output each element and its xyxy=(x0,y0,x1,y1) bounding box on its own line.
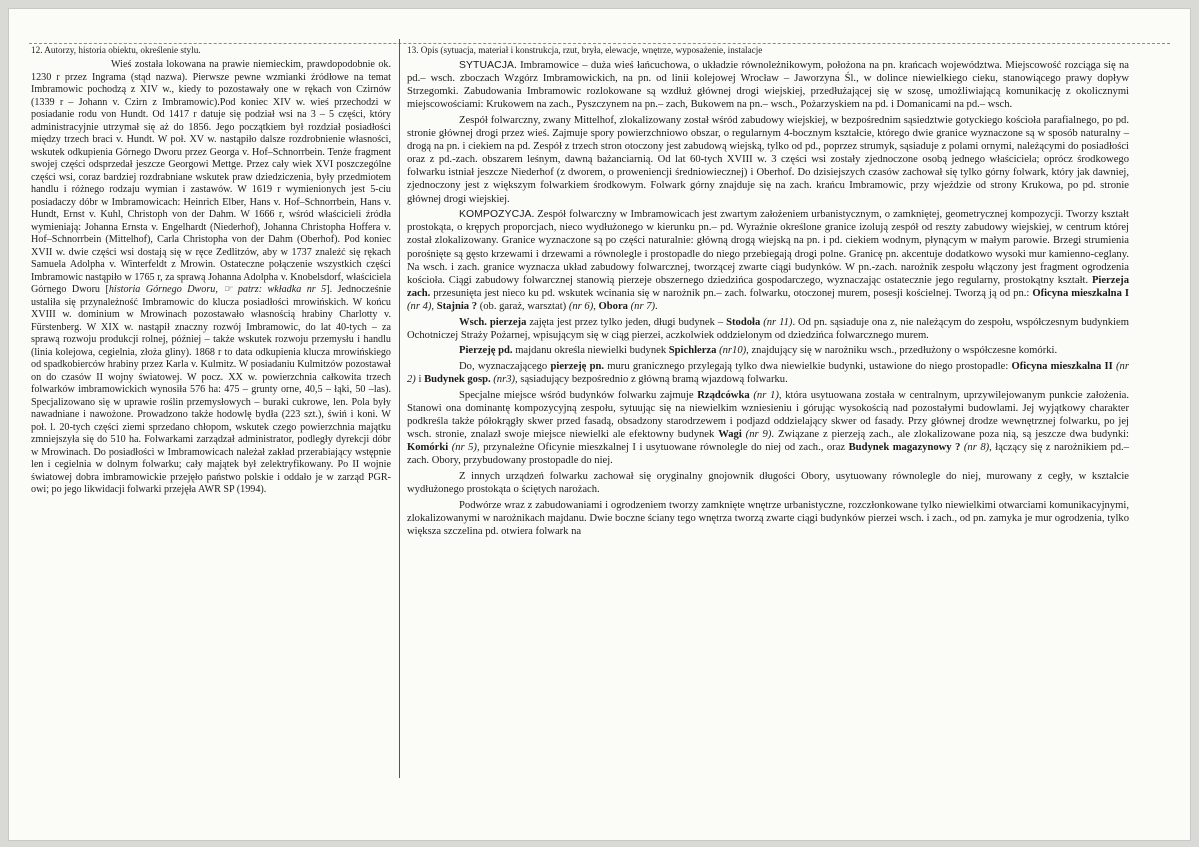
kompozycja-sep-2: , xyxy=(593,300,599,312)
history-reference: historia Górnego Dworu, ☞ patrz: wkładka nr 5 xyxy=(108,284,327,295)
history-text: Wieś została lokowana na prawie niemieckim, prawdopodobnie ok. 1230 r przez Ingrama (stąd nazwa). Pierwsze pewne wzmianki źródłowe na temat Imbramowic pochodzą z XIV w., kiedy to pozostawały one w rękach von Czirnów (1339 r – Johann v. Czirn z Imbramowic).Pod koniec XIV w. wieś przechodzi w posiadanie rodu von Hundt. Od 1417 r datuje się podział wsi na 3 – 5 części, który administracyjnie utrzymał się aż do 1856. Jego początkiem był rozdział posiadłości między trzech braci v. Hundt. W poł. XV w. nastąpiło dalsze rozdrobnienie własności, wskutek odkupienia Górnego Dworu przez Georga v. Hof–Schnorrbein. Tenże fragment swojej części odsprzedał jeszcze Georgowi Mettge. Przez cały wiek XVI poszczególne części wsi, coraz bardziej rozdrabniane wskutek praw dziedziczenia, były przedmiotem handlu i różnego rodzaju wymian i zastawów. W 1619 r wymienionych jest 5-ciu posiadaczy dóbr w Imbramowicach: Heinrich Elber, Hans v. Hof–Schnorrbein, Hans v. Hundt, Ernst v. Kuhl, Christoph von der Dahm. W 1666 r, wśród właścicieli źródła wymieniają: Johanna Ernsta v. Engelhardt (Niederhof), Johanna Christopha Hoffera v. Hof–Schnorrbein (Mittelhof), Carla Christopha von der Dahm (Oberhof). Pod koniec XVII w. dwie części wsi dostają się w ręce Zedlitzów, aby w 1737 znaleźć się rękach Samuela Adolpha v. Winterfeldt z Mrowin. Ostateczne połączenie wszystkich części Imbramowic nastąpiło w 1765 r, za sprawą Johanna Adolpha v. Knobelsdorf, właściciela Górnego Dworu [ xyxy=(31,59,391,295)
paragraph-pn xyxy=(407,360,1129,386)
oficyna-2-number: (nr 2) xyxy=(407,361,1129,386)
left-column-history xyxy=(31,44,391,497)
rz-text-1: Specjalne miejsce wśród budynków folwarku zajmuje xyxy=(459,389,698,401)
stodola-number: (nr 11) xyxy=(760,316,793,328)
pn-text-3: i xyxy=(415,374,425,386)
pierzeja-pn-label: pierzeję pn. xyxy=(550,361,605,373)
paragraph-pd xyxy=(407,344,1129,357)
sytuacja-text: . Imbramowice – duża wieś łańcuchowa, o układzie równoleżnikowym, położona na pn. krańcach województwa. Miejscowość rozciąga się na pd.– wsch. zboczach Wzgórz Imbramowickich, na pn. od linii kolejowej Wrocław – Jaworzyna Śl., w dolince niewielkiego cieku, stanowiącego prawy dopływ Strzegomki. Zabudowania Imbramowic rozlokowane są wzdłuż głównej drogi wiejskiej, przedłużającej się w szosę, umożliwiającą komunikację z okolicznymi miejscowościami: Krukowem na zach., Pyszczynem na pn.– zach, Bukowem na pn.– wsch., Pożarzyskiem na pd. i Domanicami na pd.– wsch. xyxy=(407,60,1129,111)
podworze-text: Podwórze wraz z zabudowaniami i ogrodzeniem tworzy zamknięte wnętrze urbanistyczne, rozczłonkowane tylko niewielkimi otwarciami komunikacyjnymi, zlokalizowanymi w narożnikach majdanu. Dwie boczne ściany tego wnętrza tworzą zwarte ciągi budynków pierzei wsch. i zach., od pn. zamyka je mur ogrodzenia, tylko większa szczelina pd. otwiera folwark na xyxy=(407,499,1129,537)
budynek-magazynowy-label: Budynek magazynowy ? xyxy=(848,442,961,454)
budynek-magazynowy-number: (nr 8) xyxy=(960,442,990,454)
stajnia-number: (nr 6) xyxy=(568,300,594,312)
paragraph-podworze xyxy=(407,499,1129,538)
kompozycja-end: . xyxy=(655,300,658,312)
spichlerz-label: Spichlerza xyxy=(668,345,717,357)
pn-text-4: , sąsiadujący bezpośrednio z główną bramą wjazdową folwarku. xyxy=(515,374,788,386)
komorki-label: Komórki xyxy=(407,442,449,454)
pn-text-1: Do, wyznaczającego xyxy=(459,361,551,373)
spichlerz-number: (nr10) xyxy=(716,345,747,357)
paragraph-sytuacja xyxy=(407,59,1129,111)
paragraph-rzadcowka xyxy=(407,389,1129,468)
oficyna-1-number: (nr 4) xyxy=(407,300,432,312)
rz-text-5: , łączący się z narożnikiem pd.– zach. Obory, przybudowany prostopadle do niej. xyxy=(407,442,1129,467)
obora-label: Obora xyxy=(598,300,628,312)
kompozycja-lead: KOMPOZYCJA xyxy=(459,209,532,221)
oficyna-1-label: Oficyna mieszkalna I xyxy=(1032,287,1129,299)
history-text-rest: ]. Jednocześnie ustaliła się przynależność Imbramowic do klucza posiadłości mrowińskich. W końcu XVIII w. dominium w Mrowinach pozostawało własnością hrabiny Charlotty v. Fürstenberg. W XIX w. nastąpił znaczny rozwój Imbramowic, do lat 40-tych – za sprawą rozwoju produkcji rolnej, później – także wskutek rozwoju przemysłu i handlu (linia kolejowa, cegielnia, złoża gliny). 1868 r to data odkupienia klucza mrowińskiego od spadkobierców hrabiny przez Karla v. Kulmitz. W posiadaniu Kulmitzów pozostawał on do czasów II wojny światowej. W pocz. XX w. powierzchnia całkowita trzech folwarków imbramowickich wynosiła 576 ha: 475 – grunty orne, 40,5 – łąki, 50 –las). Specjalizowano się w uprawie roślin przemysłowych – buraki cukrowe, len. Pola były nawadniane i nawożone. Prowadzono także hodowlę bydła (223 szt.), świń i koni. W poł. l. 20-tych części ziemi sprzedano chłopom, wskutek czego powierzchnia majątku zmniejszyła się do 510 ha. Folwarkami zarządzał administrator, podległy dyrekcji dóbr w Mrowinach. Do posiadłości w Imbramowicach należał zakład przerabiający wstępnie len i cegielnia w dolnym folwarku; cały majątek był zelektryfikowany. Po II wojnie światowej dobra imbramowickie przejęło państwo polskie i oddało je w zarząd PGR-owi; po jego likwidacji folwarki przejęła AWR SP (1994). xyxy=(31,284,391,495)
paragraph-zespol xyxy=(407,114,1129,206)
wsch-pierzeja-label: Wsch. pierzeja xyxy=(459,316,527,328)
kompozycja-text-4: (ob. garaż, warsztat) xyxy=(477,300,569,312)
stajnia-label: Stajnia ? xyxy=(436,300,478,312)
paragraph-wsch xyxy=(407,316,1129,342)
oficyna-2-label: Oficyna mieszkalna II xyxy=(1011,361,1113,373)
rz-text-3: . Związane z pierzeją zach., ale zlokalizowane poza nią, są jeszcze dwa budynki: xyxy=(771,429,1130,441)
pierzeja-pd-label: Pierzeję pd. xyxy=(459,345,513,357)
stodola-label: Stodoła xyxy=(726,316,761,328)
right-column-description xyxy=(407,44,1129,541)
waga-number: (nr 9) xyxy=(741,429,772,441)
kompozycja-text: . Zespół folwarczny w Imbramowicach jest zwartym założeniem urbanistycznym, o zamkniętej, geometrycznej kompozycji. Tworzy kształt prostokąta, o krępych proporcjach, nieco wydłużonego w kierunku pn.– pd. Wyraźnie określone granice izolują zespół od reszty zabudowy wiejskiej, w centrum której został zlokalizowany. Granice wyznaczone są po części naturalnie: główną drogą wiejską na pn. i pd. ciekiem wodnym, płynącym w małym parowie. Brzegi strumienia porośnięte są gęsto krzewami i drzewami a równolegle i prostopadle do niego przebiegają drogi polne. Granicę pn. akcentuje dodatkowo wysoki mur kamienno-ceglany. Na wsch. i zach. granice wyznacza układ zabudowy folwarcznej, tworzącej zwarte ciągi budynków. W pn.-zach. narożnik zespołu włączony jest fragment ogrodzenia kościoła. Ciągi zabudowy folwarcznej stanowią pierzeje obszernego dziedzińca gospodarczego, wyznaczając ostatecznie jego regularny, prostokątny kształt. xyxy=(407,209,1129,286)
rzadcowka-number: (nr 1) xyxy=(749,389,779,401)
urzadzenia-text: Z innych urządzeń folwarku zachował się oryginalny gnojownik długości Obory, usytuowany równolegle do niej, murowany z cegły, w kształcie wydłużonego prostokąta o ściętych narożach. xyxy=(407,470,1129,496)
wsch-text-1: zajęta jest przez tylko jeden, długi budynek – xyxy=(526,316,727,328)
waga-label: Wagi xyxy=(718,429,742,441)
document-sheet xyxy=(8,8,1191,841)
paragraph-kompozycja xyxy=(407,208,1129,313)
zespol-text: Zespół folwarczny, zwany Mittelhof, zlokalizowany został wśród zabudowy wiejskiej, w bezpośrednim sąsiedztwie gotyckiego kościoła parafialnego, po pd. stronie głównej drogi przez wieś. Zajmuje spory powierzchniowo obszar, o regularnym 4-bocznym kształcie, którego dwie granice wyznaczone są w sposób naturalny – drogą na pn. i ciekiem na pd. Zespół z trzech stron otoczony jest zabudową wiejską, tylko od pd., poprzez strumyk, sąsiaduje z polami ornymi, należącymi do posiadłości oraz z pd.-zach. obszarem leśnym, dawną bażanciarnią. Od lat 60-tych XVIII w. 3 części wsi zostały zjednoczone osobą jednego właściciela; oprócz środkowego folwarku istniał jeszcze Niederhof (z dworem, o proweniencji średniowiecznej) i Oberhof. Do dzisiejszych czasów zachował się tylko górny folwark, który jak dawniej, zjednoczony jest z większym folwarkiem środkowym. Folwark górny znajduje się na zach. krańcu Imbramowic, przy wjeździe od strony Krukowa, po pd. stronie głównej drogi wiejskiej. xyxy=(407,114,1129,205)
budynek-gosp-number: (nr3) xyxy=(490,374,516,386)
budynek-gosp-label: Budynek gosp. xyxy=(424,374,491,386)
wsch-text-2: . Od pn. sąsiaduje ona z, nie należącym do zespołu, współczesnym budynkiem Ochotniczej Straży Pożarnej, wpisującym się w ciąg pierzei, aczkolwiek oddzielonym od dziedzińca folwarcznego murem. xyxy=(407,316,1129,341)
kompozycja-sep-1: , xyxy=(431,300,437,312)
history-paragraph xyxy=(31,59,391,497)
komorki-number: (nr 5) xyxy=(448,442,477,454)
column-divider xyxy=(399,43,400,778)
sytuacja-lead: SYTUACJA xyxy=(459,60,515,71)
rz-text-4: , przynależne Oficynie mieszkalnej I i usytuowane równolegle do niej od zach., oraz xyxy=(476,442,849,454)
pn-text-2: muru granicznego przylegają tylko dwa niewielkie budynki, ustawione do niego prostopadle: xyxy=(604,361,1012,373)
paragraph-urzadzenia xyxy=(407,470,1129,496)
rz-text-2: , która usytuowana została w centralnym, uprzywilejowanym punkcie założenia. Stanowi ona dominantę kompozycyjną zespołu, sytuując się na niewielkim wzniesieniu i górując wysokością nad pozostałymi budowlami. Jej wyjątkowy charakter podkreśla także półokrągły skwer przed fasadą, obsadzony starodrzewem i podjazd oddzielający skwer od fasady. Przy głównej drodze wewnętrznej folwarku, po jej wsch. stronie, znalazł swoje miejsce niewielki ale efektowny budynek xyxy=(407,389,1129,441)
pd-text-1: majdanu określa niewielki budynek xyxy=(512,345,669,357)
rzadcowka-label: Rządcówka xyxy=(697,389,750,401)
section-13-header: 13. Opis (sytuacja, materiał i konstrukcja, rzut, bryła, elewacje, wnętrze, wyposażenie, instalacje xyxy=(407,45,763,55)
pierzeja-zach-label: Pierzeja zach. xyxy=(407,274,1129,299)
section-12-header: 12. Autorzy, historia obiektu, określenie stylu. xyxy=(31,45,201,55)
pd-text-2: , znajdujący się w narożniku wsch., przedłużony o współczesne komórki. xyxy=(746,345,1058,357)
obora-number: (nr 7) xyxy=(627,300,656,312)
kompozycja-text-2: przesunięta jest nieco ku pd. wskutek wcinania się w narożnik pn.– zach. folwarku, otoczonej murem, posesji kościelnej. Tworzą ją od pn.: xyxy=(430,287,1033,299)
